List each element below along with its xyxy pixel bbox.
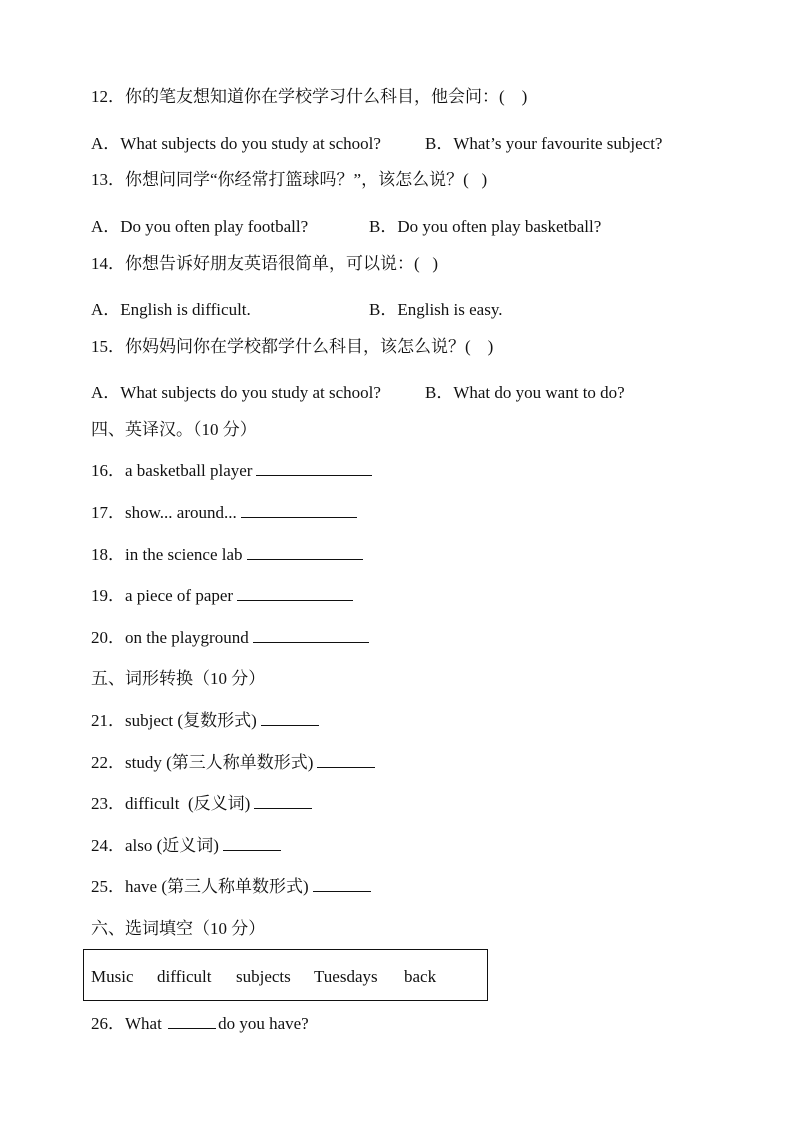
answer-blank-26[interactable] bbox=[168, 1014, 216, 1029]
question-20 bbox=[91, 628, 369, 648]
answer-blank-18[interactable] bbox=[247, 545, 363, 560]
answer-blank-17[interactable] bbox=[241, 503, 357, 518]
question-17-text: 17．show... around... bbox=[91, 503, 237, 522]
answer-blank-25[interactable] bbox=[313, 877, 371, 892]
question-18-text: 18．in the science lab bbox=[91, 545, 243, 564]
word-bank-item: back bbox=[404, 967, 437, 986]
answer-blank-19[interactable] bbox=[237, 586, 353, 601]
question-17 bbox=[91, 503, 357, 523]
question-26 bbox=[91, 1014, 309, 1034]
question-15-stem: 15．你妈妈问你在学校都学什么科目，该怎么说？( ) bbox=[91, 337, 494, 356]
question-19 bbox=[91, 586, 353, 606]
question-22-text: 22．study (第三人称单数形式) bbox=[91, 753, 314, 772]
section-6-heading: 六、选词填空（10 分） bbox=[91, 919, 266, 938]
question-13-option-b: B．Do you often play basketball? bbox=[369, 217, 602, 236]
question-12-option-b: B．What’s your favourite subject? bbox=[425, 134, 663, 153]
section-5-heading: 五、词形转换（10 分） bbox=[91, 669, 266, 688]
word-bank-box bbox=[83, 949, 488, 1001]
question-25-text: 25．have (第三人称单数形式) bbox=[91, 877, 309, 896]
question-14-stem: 14．你想告诉好朋友英语很简单，可以说：( ) bbox=[91, 254, 439, 273]
question-13-stem: 13．你想问同学“你经常打篮球吗？”，该怎么说？( ) bbox=[91, 170, 488, 189]
question-23-text: 23．difficult (反义词) bbox=[91, 794, 251, 813]
question-25 bbox=[91, 877, 371, 897]
question-26-text-before: 26．What bbox=[91, 1014, 167, 1033]
question-21-text: 21．subject (复数形式) bbox=[91, 711, 257, 730]
question-21 bbox=[91, 711, 319, 731]
question-12-option-a: A．What subjects do you study at school? bbox=[91, 134, 381, 153]
question-13-option-a: A．Do you often play football? bbox=[91, 217, 309, 236]
answer-blank-24[interactable] bbox=[223, 836, 281, 851]
question-16 bbox=[91, 461, 372, 481]
question-12-stem: 12．你的笔友想知道你在学校学习什么科目，他会问：( ) bbox=[91, 87, 528, 106]
question-14-option-b: B．English is easy. bbox=[369, 300, 503, 319]
question-20-text: 20．on the playground bbox=[91, 628, 249, 647]
answer-blank-22[interactable] bbox=[317, 753, 375, 768]
word-bank-item: difficult bbox=[157, 967, 212, 986]
word-bank-item: Music bbox=[91, 967, 134, 986]
answer-blank-16[interactable] bbox=[256, 461, 372, 476]
question-24-text: 24．also (近义词) bbox=[91, 836, 219, 855]
question-26-text-after: do you have? bbox=[218, 1014, 309, 1033]
question-16-text: 16．a basketball player bbox=[91, 461, 253, 480]
answer-blank-21[interactable] bbox=[261, 711, 319, 726]
question-19-text: 19．a piece of paper bbox=[91, 586, 234, 605]
question-22 bbox=[91, 753, 375, 773]
answer-blank-23[interactable] bbox=[254, 794, 312, 809]
answer-blank-20[interactable] bbox=[253, 628, 369, 643]
question-18 bbox=[91, 545, 363, 565]
question-15-option-a: A．What subjects do you study at school? bbox=[91, 383, 381, 402]
question-14-option-a: A．English is difficult. bbox=[91, 300, 251, 319]
word-bank-item: Tuesdays bbox=[314, 967, 378, 986]
question-23 bbox=[91, 794, 312, 814]
section-4-heading: 四、英译汉。（10 分） bbox=[91, 420, 257, 439]
question-24 bbox=[91, 836, 281, 856]
question-15-option-b: B．What do you want to do? bbox=[425, 383, 625, 402]
word-bank-item: subjects bbox=[236, 967, 291, 986]
